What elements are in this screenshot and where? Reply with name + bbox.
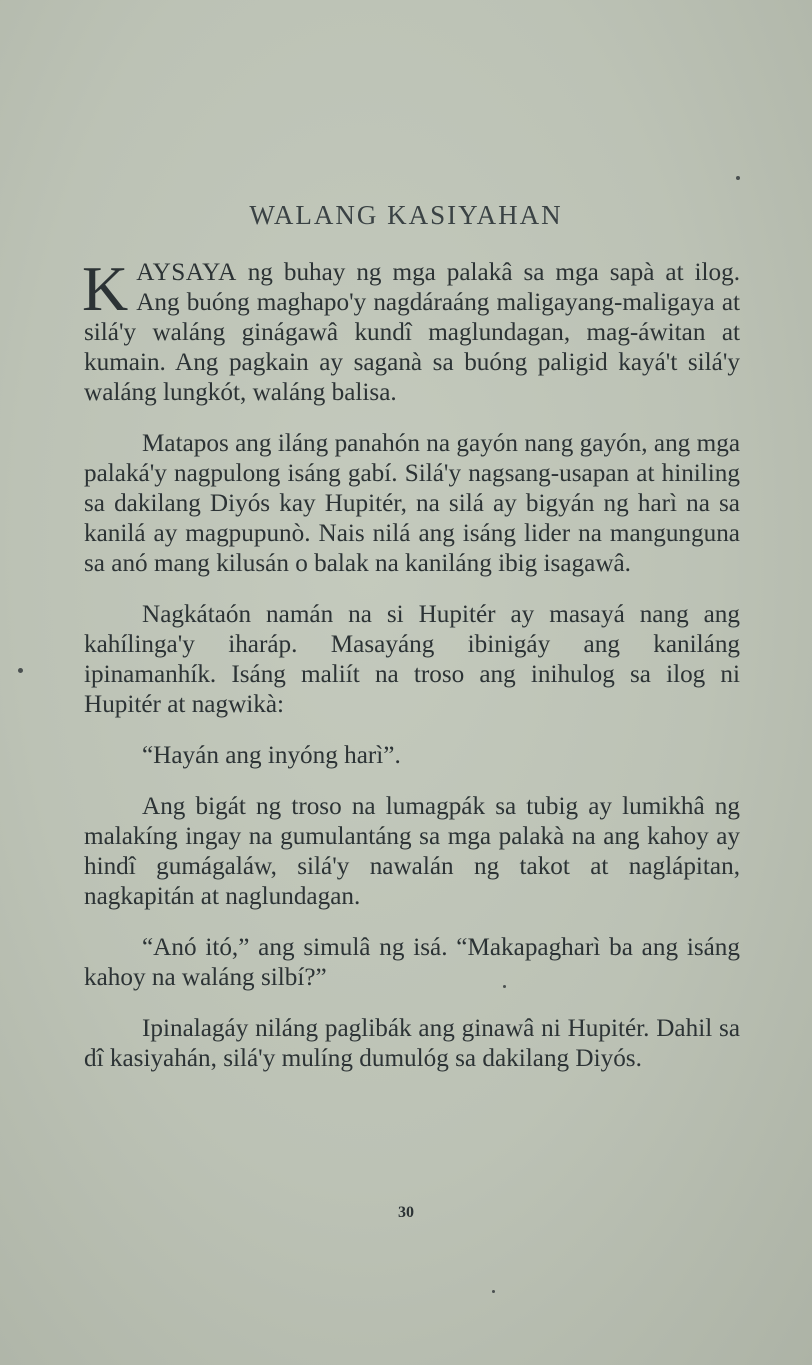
paper-speck	[736, 176, 740, 180]
paragraph-4-quote: “Hayán ang inyóng harì”.	[142, 742, 401, 769]
body-text	[82, 253, 740, 1095]
lead-word: AYSAYA	[136, 259, 237, 286]
paper-speck	[492, 1290, 495, 1293]
page-title: WALANG KASIYAHAN	[249, 200, 563, 230]
drop-cap: K	[82, 253, 129, 324]
paragraph-2: Matapos ang iláng panahón na gayón nang gayón, ang mga palaká'y nagpulong isáng gabí. Silá'y nagsang-usapan at hiniling sa dakilang Diyós kay Hupitér, na silá ay bigyán ng harì na sa kanilá ay magpupunò. Nais nilá ang isáng lider na mangunguna sa anó mang kilusán o balak na kaniláng ibig isagawâ.	[84, 430, 740, 577]
page-number: 30	[398, 1204, 414, 1221]
paper-speck	[503, 985, 506, 988]
paragraph-6: “Anó itó,” ang simulâ ng isá. “Makapagharì ba ang isáng kahoy na waláng silbí?”	[84, 934, 740, 991]
paper-speck	[18, 668, 23, 673]
paragraph-3: Nagkátaón namán na si Hupitér ay masayá nang ang kahílinga'y iharáp. Masayáng ibinigáy ang kaniláng ipinamanhík. Isáng maliít na troso ang inihulog sa ilog ni Hupitér at nagwikà:	[84, 601, 740, 718]
paragraph-1	[82, 253, 740, 408]
paragraph-7: Ipinalagáy niláng paglibák ang ginawâ ni Hupitér. Dahil sa dî kasiyahán, silá'y mulíng dumulóg sa dakilang Diyós.	[84, 1015, 740, 1072]
paragraph-text: ng buhay ng mga palakâ sa mga sapà at ilog. Ang buóng maghapo'y nagdáraáng maligayang-maligaya at silá'y waláng ginágawâ kundî maglundagan, mag-áwitan at kumain. Ang pagkain ay saganà sa buóng paligid kayá't silá'y waláng lungkót, waláng balisa.	[84, 259, 740, 406]
paragraph-5: Ang bigát ng troso na lumagpák sa tubig ay lumikhâ ng malakíng ingay na gumulantáng sa mga palakà na ang kahoy ay hindî gumágaláw, silá'y nawalán ng takot at naglápitan, nagkapitán at naglundagan.	[84, 793, 740, 910]
